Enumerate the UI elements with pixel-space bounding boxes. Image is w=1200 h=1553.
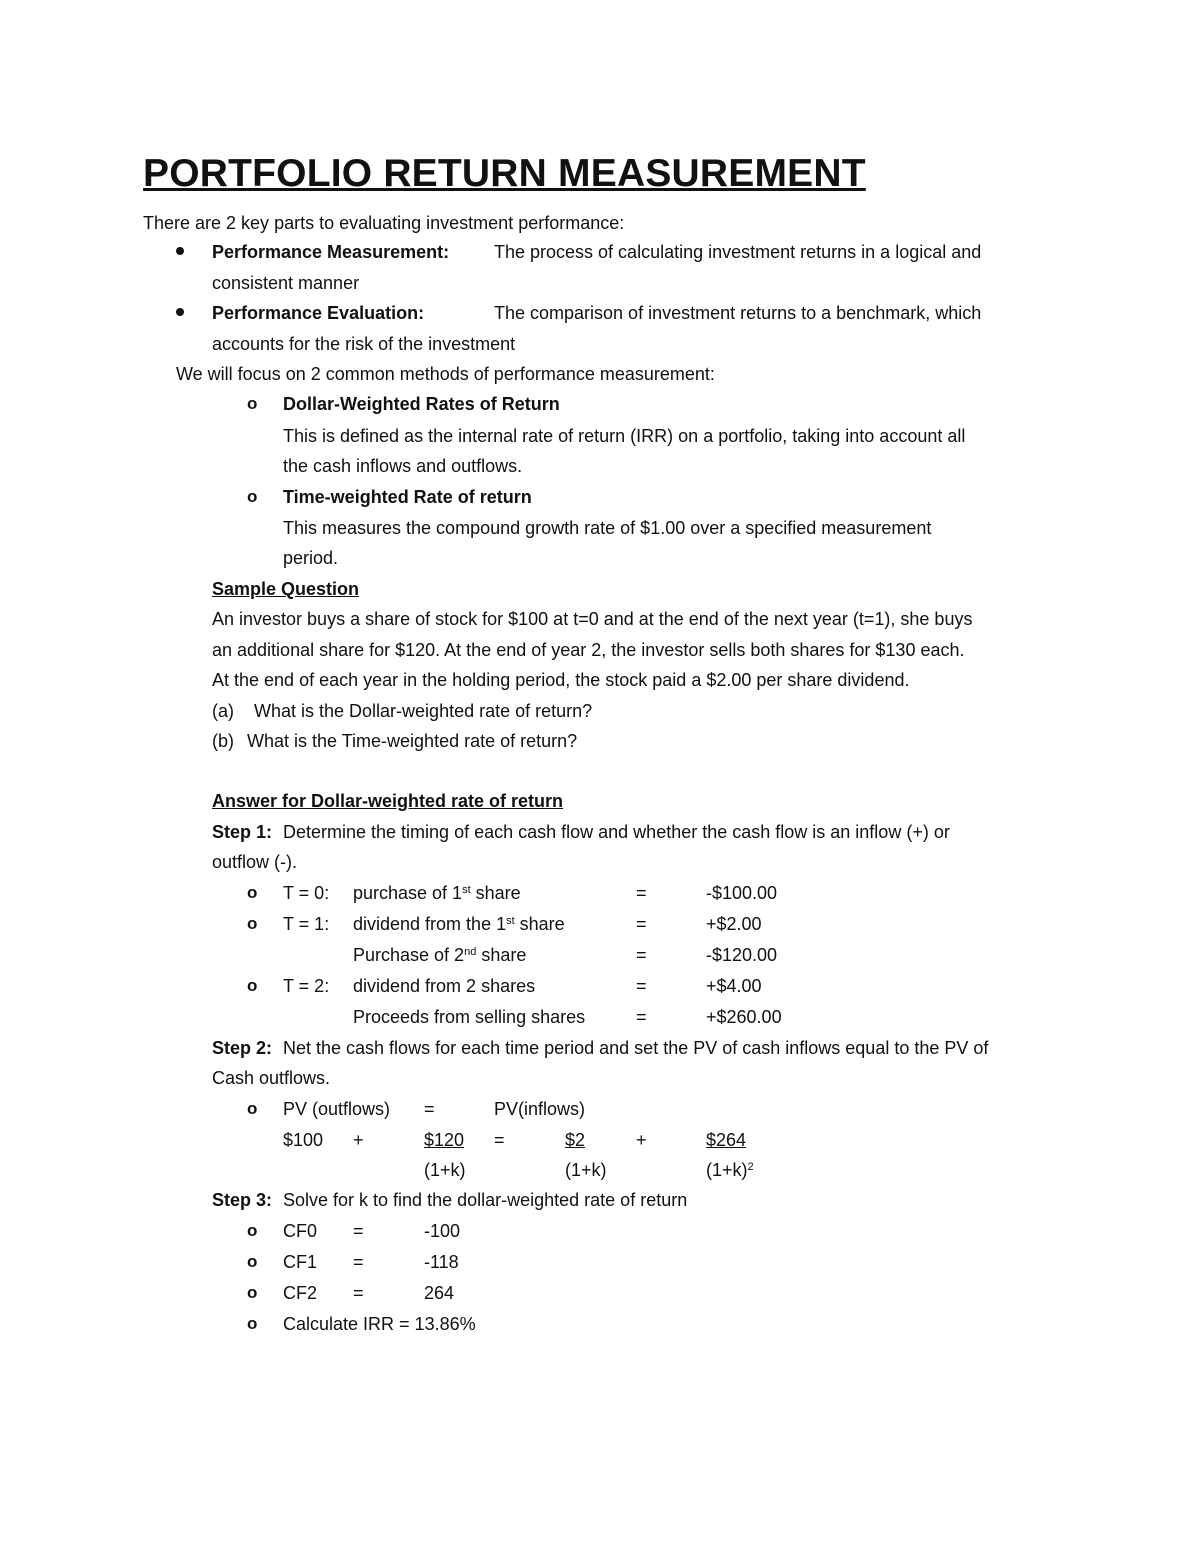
- circle-bullet-icon: o: [247, 1252, 258, 1271]
- step-text: Determine the timing of each cash flow and whether the cash flow is an inflow (+) or: [283, 822, 950, 842]
- cf-value: -100: [424, 1221, 461, 1241]
- cf-value: -118: [424, 1252, 459, 1272]
- pv-numerator: $120: [424, 1130, 465, 1150]
- sample-heading: Sample Question: [212, 579, 360, 599]
- sample-line: An investor buys a share of stock for $100 at t=0 and at the end of the next year (t=1), she buys: [212, 609, 973, 629]
- circle-bullet-icon: o: [247, 883, 258, 902]
- bullet-icon: [176, 247, 184, 255]
- cashflow-equals: =: [636, 945, 647, 965]
- method-name: Time-weighted Rate of return: [283, 487, 532, 507]
- part-definition: The process of calculating investment returns in a logical and: [494, 242, 982, 262]
- sample-line: an additional share for $120. At the end of year 2, the investor sells both shares for $130 each.: [212, 640, 965, 660]
- circle-bullet-icon: o: [247, 914, 258, 933]
- part-definition-cont: accounts for the risk of the investment: [212, 334, 516, 354]
- pv-right: PV(inflows): [494, 1099, 586, 1119]
- question-b-label: (b): [212, 731, 234, 751]
- pv-numerator: $2: [565, 1130, 586, 1150]
- step-text: Solve for k to find the dollar-weighted rate of return: [283, 1190, 688, 1210]
- cashflow-desc: Proceeds from selling shares: [353, 1007, 586, 1027]
- cashflow-desc: dividend from 2 shares: [353, 976, 536, 996]
- cashflow-amount: +$4.00: [706, 976, 762, 996]
- cashflow-desc: dividend from the 1st share: [353, 914, 565, 934]
- cashflow-desc: Purchase of 2nd share: [353, 945, 527, 965]
- circle-bullet-icon: o: [247, 1314, 258, 1333]
- pv-numerator: $264: [706, 1130, 747, 1150]
- part-definition: The comparison of investment returns to a benchmark, which: [494, 303, 982, 323]
- bullet-icon: [176, 308, 184, 316]
- pv-denominator: (1+k): [565, 1160, 607, 1180]
- circle-bullet-icon: o: [247, 976, 258, 995]
- cashflow-amount: -$100.00: [706, 883, 778, 903]
- part-term: Performance Measurement:: [212, 242, 450, 262]
- cashflow-time: T = 1:: [283, 914, 330, 934]
- cashflow-amount: +$2.00: [706, 914, 762, 934]
- intro-text: There are 2 key parts to evaluating investment performance:: [143, 213, 625, 233]
- question-a: What is the Dollar-weighted rate of return?: [254, 701, 593, 721]
- pv-plus: +: [353, 1130, 364, 1150]
- cashflow-time: T = 2:: [283, 976, 330, 996]
- focus-text: We will focus on 2 common methods of performance measurement:: [176, 364, 715, 384]
- pv-left: PV (outflows): [283, 1099, 391, 1119]
- cf-name: CF0: [283, 1221, 318, 1241]
- step-text-cont: outflow (-).: [212, 852, 298, 872]
- cashflow-amount: +$260.00: [706, 1007, 782, 1027]
- cf-equals: =: [353, 1252, 364, 1272]
- pv-term: $100: [283, 1130, 324, 1150]
- pv-denominator: (1+k): [424, 1160, 466, 1180]
- cf-name: CF2: [283, 1283, 318, 1303]
- circle-bullet-icon: o: [247, 1221, 258, 1240]
- pv-equals: =: [424, 1099, 435, 1119]
- method-description-cont: period.: [283, 548, 339, 568]
- circle-bullet-icon: o: [247, 1099, 258, 1118]
- cf-equals: =: [353, 1221, 364, 1241]
- pv-plus: +: [636, 1130, 647, 1150]
- step-text-cont: Cash outflows.: [212, 1068, 331, 1088]
- circle-bullet-icon: o: [247, 1283, 258, 1302]
- cashflow-equals: =: [636, 976, 647, 996]
- sample-line: At the end of each year in the holding period, the stock paid a $2.00 per share dividend.: [212, 670, 910, 690]
- circle-bullet-icon: o: [247, 487, 258, 506]
- page-title: PORTFOLIO RETURN MEASUREMENT: [143, 152, 866, 195]
- part-term: Performance Evaluation:: [212, 303, 425, 323]
- step-text: Net the cash flows for each time period and set the PV of cash inflows equal to the PV of: [283, 1038, 989, 1058]
- pv-denominator: $(1+k)^2$: [706, 1160, 754, 1180]
- cashflow-equals: =: [636, 914, 647, 934]
- method-description: This measures the compound growth rate of $1.00 over a specified measurement: [283, 518, 932, 538]
- irr-result: Calculate IRR = 13.86%: [283, 1314, 476, 1334]
- pv-equals: =: [494, 1130, 505, 1150]
- cashflow-equals: =: [636, 883, 647, 903]
- question-b: What is the Time-weighted rate of return?: [247, 731, 578, 751]
- method-description-cont: the cash inflows and outflows.: [283, 456, 523, 476]
- method-description: This is defined as the internal rate of return (IRR) on a portfolio, taking into account all: [283, 426, 966, 446]
- question-a-label: (a): [212, 701, 234, 721]
- step-label: Step 2:: [212, 1038, 273, 1058]
- step-label: Step 3:: [212, 1190, 273, 1210]
- cashflow-desc: purchase of 1st share: [353, 883, 521, 903]
- answer-heading: Answer for Dollar-weighted rate of return: [212, 791, 564, 811]
- method-name: Dollar-Weighted Rates of Return: [283, 394, 560, 414]
- cashflow-equals: =: [636, 1007, 647, 1027]
- step-label: Step 1:: [212, 822, 273, 842]
- part-definition-cont: consistent manner: [212, 273, 360, 293]
- cashflow-time: T = 0:: [283, 883, 330, 903]
- circle-bullet-icon: o: [247, 394, 258, 413]
- cf-name: CF1: [283, 1252, 318, 1272]
- cf-value: 264: [424, 1283, 455, 1303]
- cf-equals: =: [353, 1283, 364, 1303]
- cashflow-amount: -$120.00: [706, 945, 778, 965]
